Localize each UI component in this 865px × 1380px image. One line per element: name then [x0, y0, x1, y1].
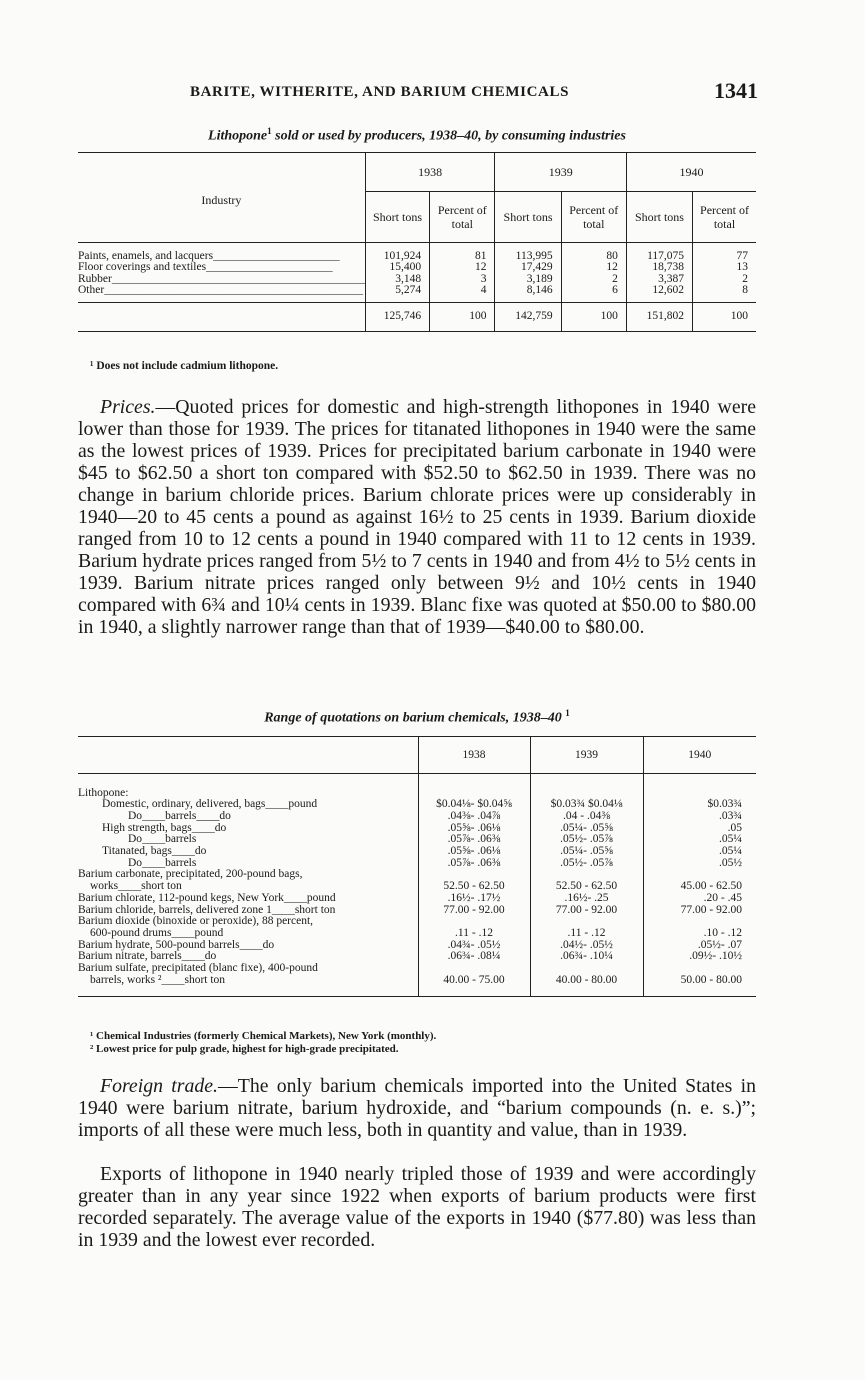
price-cell: .04 - .04⅜ [530, 811, 643, 823]
cell: 117,075 [626, 251, 692, 263]
cell: 101,924 [365, 251, 429, 263]
barium-quotations-table [78, 736, 756, 997]
table-row [78, 799, 756, 811]
cell: 17,429 [495, 262, 561, 274]
table-row [78, 262, 756, 274]
row-label: Barium carbonate, precipitated, 200-pound bags, [78, 869, 303, 881]
percent-header: Percent of total [561, 192, 626, 243]
row-label: Do____barrels [128, 834, 197, 846]
cell: 3 [430, 274, 495, 286]
total-cell: 100 [561, 303, 626, 332]
price-cell: .06¾- .08¼ [418, 951, 530, 963]
totals-row [78, 303, 756, 332]
price-cell: .09½- .10½ [643, 951, 756, 963]
price-cell: .11 - .12 [418, 928, 530, 940]
price-cell: 77.00 - 92.00 [530, 905, 643, 917]
table-row [78, 869, 756, 881]
price-cell: .16½- .17½ [418, 893, 530, 905]
cell: 6 [561, 285, 626, 297]
price-cell: .05½- .07 [643, 940, 756, 952]
industry-header: Industry [78, 153, 365, 243]
page-header [78, 78, 758, 108]
price-cell: $0.03¾ $0.04⅛ [530, 799, 643, 811]
table-row [78, 975, 756, 987]
cell: 18,738 [626, 262, 692, 274]
price-cell: .05⅝- .06⅛ [418, 846, 530, 858]
cell: 77 [693, 251, 756, 263]
table-row [78, 834, 756, 846]
table-row [78, 951, 756, 963]
percent-header: Percent of total [693, 192, 756, 243]
price-cell: .05⅞- .06⅜ [418, 834, 530, 846]
foreign-trade-paragraph: Foreign trade.—The only barium chemicals imported into the United States in 1940 were barium nitrate, barium hydroxide, and “barium compounds (n. e. s.)”; imports of all these were much less, both in quantity and value, than in 1939. [78, 1075, 756, 1141]
cell: 81 [430, 251, 495, 263]
year-1940-header: 1940 [626, 153, 756, 192]
cell: 12 [561, 262, 626, 274]
year-1939-header: 1939 [495, 153, 626, 192]
row-label: Floor coverings and textiles______________________ [78, 262, 333, 273]
cell: 8 [693, 285, 756, 297]
price-cell: .11 - .12 [530, 928, 643, 940]
price-cell: 50.00 - 80.00 [643, 975, 756, 987]
percent-header: Percent of total [430, 192, 495, 243]
table2-footnote-2: ² Lowest price for pulp grade, highest for high-grade precipitated. [90, 1043, 399, 1055]
table-row [78, 893, 756, 905]
table-row [78, 916, 756, 928]
lithopone-consumption-table [78, 152, 756, 332]
price-cell: $0.03¾ [643, 799, 756, 811]
row-label: Do____barrels____do [128, 810, 231, 822]
table2-footnote-1: ¹ Chemical Industries (formerly Chemical Markets), New York (monthly). [90, 1030, 437, 1042]
cell: 8,146 [495, 285, 561, 297]
row-label: Barium dioxide (binoxide or peroxide), 88 percent, [78, 916, 314, 928]
row-label: Lithopone: [78, 787, 129, 799]
table1-caption: Lithopone$^1$ sold or used by producers, 1938–40, by consuming industries [208, 126, 626, 144]
row-label: barrels, works ²____short ton [90, 974, 226, 986]
price-cell: 40.00 - 80.00 [530, 975, 643, 987]
price-cell: .05½- .05⅞ [530, 834, 643, 846]
price-cell: .05¼- .05⅝ [530, 846, 643, 858]
row-label: Other_____________________________________________ [78, 285, 363, 296]
table-row [78, 285, 756, 297]
price-cell: 40.00 - 75.00 [418, 975, 530, 987]
total-cell: 100 [693, 303, 756, 332]
total-cell: 142,759 [495, 303, 561, 332]
row-label: works____short ton [90, 881, 182, 893]
year-1938-header: 1938 [418, 737, 530, 774]
price-cell: .05⅝- .06⅛ [418, 823, 530, 835]
price-cell: .06¾- .10¼ [530, 951, 643, 963]
total-cell: 100 [430, 303, 495, 332]
cell: 4 [430, 285, 495, 297]
year-1939-header: 1939 [530, 737, 643, 774]
cell: 2 [561, 274, 626, 286]
row-label: 600-pound drums____pound [90, 927, 224, 939]
price-cell: .20 - .45 [643, 893, 756, 905]
table-row [78, 846, 756, 858]
cell: 3,148 [365, 274, 429, 286]
cell: 3,387 [626, 274, 692, 286]
table-row [78, 823, 756, 835]
price-cell: .05⅞- .06⅜ [418, 858, 530, 870]
year-1940-header: 1940 [643, 737, 756, 774]
price-cell: 77.00 - 92.00 [418, 905, 530, 917]
cell: 113,995 [495, 251, 561, 263]
price-cell: 52.50 - 62.50 [530, 881, 643, 893]
short-tons-header: Short tons [495, 192, 561, 243]
price-cell: .05¼ [643, 846, 756, 858]
row-label: High strength, bags____do [102, 822, 227, 834]
price-cell: .05¼ [643, 834, 756, 846]
price-cell: .05½- .05⅞ [530, 858, 643, 870]
price-cell: .03¾ [643, 811, 756, 823]
table1-footnote: ¹ Does not include cadmium lithopone. [90, 360, 279, 372]
price-cell: .16½- .25 [530, 893, 643, 905]
price-cell [643, 963, 756, 975]
price-cell [418, 963, 530, 975]
running-title: BARITE, WITHERITE, AND BARIUM CHEMICALS [190, 84, 570, 100]
price-cell: 45.00 - 62.50 [643, 881, 756, 893]
price-cell: .04⅜- .04⅞ [418, 811, 530, 823]
row-label: Barium chlorate, 112-pound kegs, New York____pound [78, 892, 336, 904]
row-label: Barium chloride, barrels, delivered zone 1____short ton [78, 904, 336, 916]
table-row [78, 788, 756, 800]
price-cell: .04¾- .05½ [418, 940, 530, 952]
cell: 15,400 [365, 262, 429, 274]
total-cell: 151,802 [626, 303, 692, 332]
cell: 5,274 [365, 285, 429, 297]
row-label: Domestic, ordinary, delivered, bags____pound [102, 799, 318, 811]
table-row [78, 928, 756, 940]
row-label: Rubber____________________________________________ [78, 273, 365, 285]
price-cell: .05 [643, 823, 756, 835]
table-row [78, 811, 756, 823]
price-cell: $0.04⅛- $0.04⅝ [418, 799, 530, 811]
row-label: Barium hydrate, 500-pound barrels____do [78, 939, 275, 951]
price-cell: 77.00 - 92.00 [643, 905, 756, 917]
row-label: Barium nitrate, barrels____do [78, 951, 217, 963]
table-row [78, 963, 756, 975]
page-number: 1341 [714, 78, 758, 103]
short-tons-header: Short tons [626, 192, 692, 243]
price-cell: .05¼- .05⅝ [530, 823, 643, 835]
price-cell: .04½- .05½ [530, 940, 643, 952]
prices-paragraph: Prices.—Quoted prices for domestic and high-strength lithopones in 1940 were lower than those for 1939. The prices for titanated lithopones in 1940 were the same as the lowest prices of 1939. Prices for precipitated barium carbonate in 1940 were $45 to $62.50 a short ton compared with $52.50 to $62.50 in 1939. There was no change in barium chloride prices. Barium chlorate prices were up considerably in 1940—20 to 45 cents a pound as against 16½ to 25 cents in 1939. Barium dioxide ranged from 10 to 12 cents a pound in 1940 compared with 11 to 12 cents in 1939. Barium hydrate prices ranged from 5½ to 7 cents in 1940 and from 4½ to 5½ cents in 1939. Barium nitrate prices ranged only between 9½ and 10½ cents in 1940 compared with 6¾ and 10¼ cents in 1939. Blanc fixe was quoted at $50.00 to $80.00 in 1940, a slightly narrower range than that of 1939—$40.00 to $80.00. [78, 396, 756, 638]
row-label: Titanated, bags____do [102, 846, 207, 858]
price-cell [530, 963, 643, 975]
cell: 12,602 [626, 285, 692, 297]
total-cell: 125,746 [365, 303, 429, 332]
price-cell: .05½ [643, 858, 756, 870]
cell: 12 [430, 262, 495, 274]
exports-paragraph: Exports of lithopone in 1940 nearly tripled those of 1939 and were accordingly greater than in any year since 1922 when exports of barium products were first recorded separately. The average value of the exports in 1940 ($77.80) was less than in 1939 and the lowest ever recorded. [78, 1163, 756, 1251]
table-row [78, 881, 756, 893]
cell: 80 [561, 251, 626, 263]
short-tons-header: Short tons [365, 192, 429, 243]
year-1938-header: 1938 [365, 153, 495, 192]
row-label: Paints, enamels, and lacquers______________________ [78, 250, 340, 262]
table-row [78, 940, 756, 952]
price-cell: .10 - .12 [643, 928, 756, 940]
price-cell: 52.50 - 62.50 [418, 881, 530, 893]
row-label: Do____barrels [128, 857, 197, 869]
table-row [78, 858, 756, 870]
cell: 13 [693, 262, 756, 274]
cell: 2 [693, 274, 756, 286]
row-label: Barium sulfate, precipitated (blanc fixe), 400-pound [78, 963, 318, 975]
cell: 3,189 [495, 274, 561, 286]
table2-caption: Range of quotations on barium chemicals, 1938–40 $^1$ [264, 708, 570, 726]
table-row [78, 905, 756, 917]
